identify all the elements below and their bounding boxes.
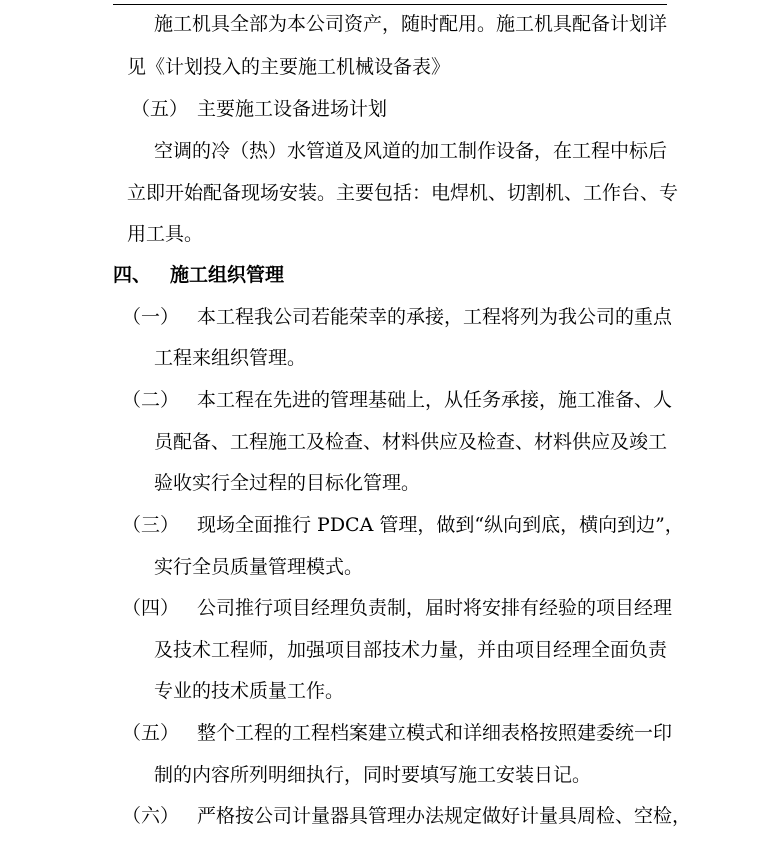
item-line: 本工程我公司若能荣幸的承接，工程将列为我公司的重点 <box>197 306 673 328</box>
para2-line3: 用工具。 <box>127 223 204 245</box>
item-line: 工程来组织管理。 <box>154 347 307 369</box>
header-rule <box>113 4 667 5</box>
section-title: 施工组织管理 <box>170 264 285 286</box>
item-number: （四） <box>122 597 180 619</box>
para2-line1: 空调的冷（热）水管道及风道的加工制作设备，在工程中标后 <box>154 140 668 162</box>
item-line: 及技术工程师，加强项目部技术力量，并由项目经理全面负责 <box>154 639 668 661</box>
para1-line1: 施工机具全部为本公司资产，随时配用。施工机具配备计划详 <box>154 13 668 35</box>
item-number: （五） <box>122 722 180 744</box>
item-line: 员配备、工程施工及检查、材料供应及检查、材料供应及竣工 <box>154 431 668 453</box>
item-number: （三） <box>122 514 180 536</box>
item-line: 整个工程的工程档案建立模式和详细表格按照建委统一印 <box>197 722 673 744</box>
item-line: 验收实行全过程的目标化管理。 <box>154 472 421 494</box>
subsection-title: 主要施工设备进场计划 <box>197 98 388 120</box>
subsection-number: （五） <box>131 98 189 120</box>
para1-line2: 见《计划投入的主要施工机械设备表》 <box>127 56 451 78</box>
item-line: 现场全面推行 PDCA 管理，做到“纵向到底，横向到边”， <box>197 514 684 536</box>
item-line: 本工程在先进的管理基础上，从任务承接，施工准备、人 <box>197 389 673 411</box>
item-line: 公司推行项目经理负责制，届时将安排有经验的项目经理 <box>197 597 673 619</box>
item-number: （一） <box>122 306 180 328</box>
item-line: 专业的技术质量工作。 <box>154 680 345 702</box>
section-number: 四、 <box>113 264 152 286</box>
item-number: （二） <box>122 389 180 411</box>
item-number: （六） <box>122 805 180 827</box>
item-line: 制的内容所列明细执行，同时要填写施工安装日记。 <box>154 764 592 786</box>
item-line: 严格按公司计量器具管理办法规定做好计量具周检、空检， <box>197 805 692 827</box>
para2-line2: 立即开始配备现场安装。主要包括：电焊机、切割机、工作台、专 <box>127 182 679 204</box>
item-line: 实行全员质量管理模式。 <box>154 556 364 578</box>
